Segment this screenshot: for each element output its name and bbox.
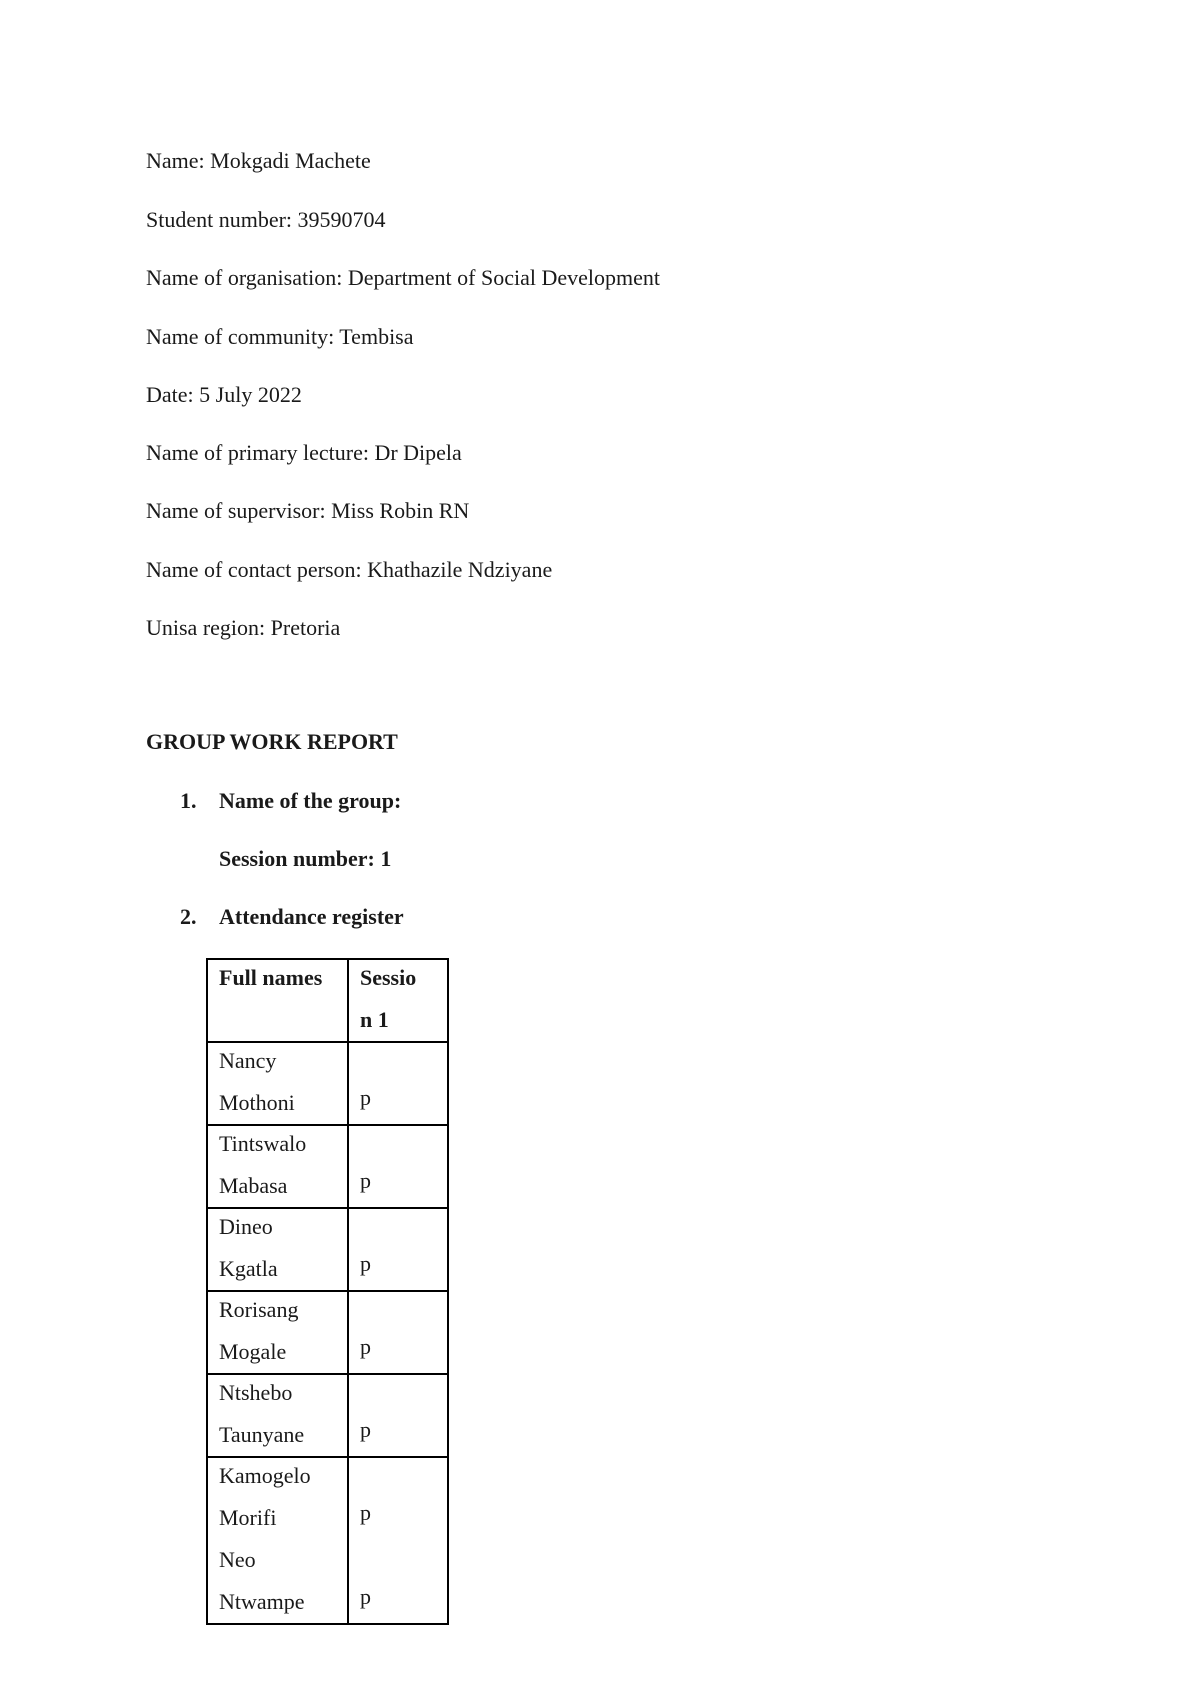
- member-name-cell: [207, 1042, 348, 1125]
- attendance-mark: p: [360, 1251, 371, 1276]
- member-first-name: Neo: [219, 1547, 256, 1572]
- session-header-line-2: n 1: [360, 1007, 389, 1032]
- member-surname: Taunyane: [219, 1422, 305, 1447]
- member-first-name: Ntshebo: [219, 1380, 293, 1405]
- member-first-name: Rorisang: [219, 1297, 299, 1322]
- attendance-mark: p: [360, 1500, 371, 1525]
- list-number-2: 2.: [180, 904, 197, 929]
- attendance-mark-cell: [348, 1042, 448, 1125]
- member-first-name: Tintswalo: [219, 1131, 307, 1156]
- member-name-cell: [207, 1374, 348, 1457]
- table-row: [207, 1374, 448, 1457]
- report-title: GROUP WORK REPORT: [146, 729, 398, 754]
- member-name-cell: [207, 1125, 348, 1208]
- session-number-label: Session number: 1: [219, 846, 392, 871]
- member-name-cell: [207, 1457, 348, 1624]
- unisa-region: Unisa region: Pretoria: [146, 615, 341, 640]
- table-row: [207, 1125, 448, 1208]
- report-date: Date: 5 July 2022: [146, 382, 302, 407]
- attendance-register-heading: Attendance register: [219, 904, 404, 929]
- organisation-name: Name of organisation: Department of Social Development: [146, 265, 661, 290]
- member-surname: Morifi: [219, 1505, 277, 1530]
- member-first-name: Nancy: [219, 1048, 277, 1073]
- session-1-header: [348, 959, 448, 1042]
- table-header-row: [207, 959, 448, 1042]
- student-name: Name: Mokgadi Machete: [146, 148, 371, 173]
- list-number-1: 1.: [180, 788, 197, 813]
- member-surname: Mabasa: [219, 1173, 288, 1198]
- attendance-mark-cell: [348, 1291, 448, 1374]
- member-surname: Mogale: [219, 1339, 287, 1364]
- table-row: [207, 1457, 448, 1624]
- full-names-header-text: Full names: [219, 965, 323, 990]
- community-name: Name of community: Tembisa: [146, 324, 414, 349]
- group-name-label: Name of the group:: [219, 788, 402, 813]
- attendance-mark-cell: [348, 1457, 448, 1624]
- student-number: Student number: 39590704: [146, 207, 386, 232]
- attendance-mark: p: [360, 1085, 371, 1110]
- attendance-mark-cell: [348, 1208, 448, 1291]
- attendance-mark-cell: [348, 1374, 448, 1457]
- member-surname: Mothoni: [219, 1090, 295, 1115]
- attendance-mark: p: [360, 1584, 371, 1609]
- member-surname: Kgatla: [219, 1256, 278, 1281]
- full-names-header: [207, 959, 348, 1042]
- attendance-register-table: [206, 958, 449, 1625]
- member-first-name: Dineo: [219, 1214, 273, 1239]
- member-surname: Ntwampe: [219, 1589, 305, 1614]
- supervisor-name: Name of supervisor: Miss Robin RN: [146, 498, 470, 523]
- attendance-mark: p: [360, 1334, 371, 1359]
- member-first-name: Kamogelo: [219, 1463, 311, 1488]
- attendance-mark: p: [360, 1168, 371, 1193]
- primary-lecture: Name of primary lecture: Dr Dipela: [146, 440, 462, 465]
- table-row: [207, 1208, 448, 1291]
- member-name-cell: [207, 1208, 348, 1291]
- table-row: [207, 1291, 448, 1374]
- table-row: [207, 1042, 448, 1125]
- attendance-mark: p: [360, 1417, 371, 1442]
- contact-person: Name of contact person: Khathazile Ndziyane: [146, 557, 553, 582]
- member-name-cell: [207, 1291, 348, 1374]
- session-header-line-1: Sessio: [360, 965, 417, 990]
- attendance-mark-cell: [348, 1125, 448, 1208]
